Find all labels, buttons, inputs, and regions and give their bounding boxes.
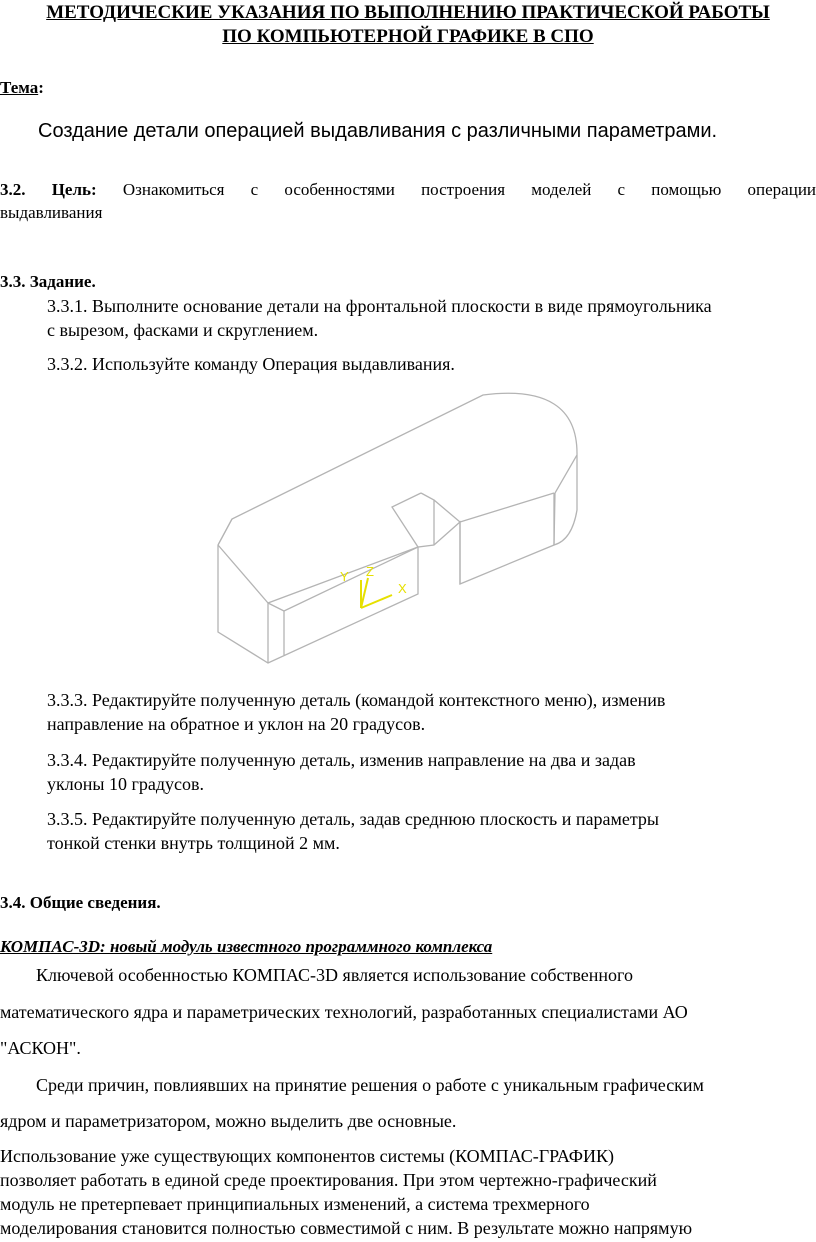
general-p1-line-3: "АСКОН". [0,1038,81,1058]
goal-text: Ознакомиться с особенностями построения моделей с помощью операции [122,180,816,199]
task-item-1-line-2: с вырезом, фасками и скруглением. [47,320,319,340]
task-item-4-line-1: 3.3.4. Редактируйте полученную деталь, изменив направление на два и задав [47,750,636,770]
axis-z [361,578,368,608]
theme-colon: : [38,78,44,97]
goal-line-2: выдавливания [0,203,103,222]
axis-x [361,595,392,608]
general-p3-line-3: модуль не претерпевает принципиальных изменений, а система трехмерного [0,1194,590,1214]
task-item-3-line-2: направление на обратное и уклон на 20 градусов. [47,714,426,734]
part-edges [218,393,577,663]
axis-label-z: Z [366,564,374,579]
goal-line-1 [0,180,816,200]
part-isometric-figure [200,385,590,675]
task-item-1-line-1: 3.3.1. Выполните основание детали на фронтальной плоскости в виде прямоугольника [47,296,712,316]
general-p3-line-2: позволяет работать в единой среде проектирования. При этом чертежно-графический [0,1170,657,1190]
task-item-3-line-1: 3.3.3. Редактируйте полученную деталь (командой контекстного меню), изменив [47,690,666,710]
goal-number: 3.2. [0,180,26,199]
general-p2-line-1: Среди причин, повлиявших на принятие решения о работе с уникальным графическим [36,1075,704,1095]
task-item-4-line-2: уклоны 10 градусов. [47,774,204,794]
goal-label: Цель: [51,180,97,199]
document-title-line-1: МЕТОДИЧЕСКИЕ УКАЗАНИЯ ПО ВЫПОЛНЕНИЮ ПРАКТИЧЕСКОЙ РАБОТЫ [46,2,770,23]
theme-label: Тема [0,78,39,97]
coordinate-axes [361,578,392,608]
theme-text: Создание детали операцией выдавливания с различными параметрами. [38,120,718,142]
document-title-line-2: ПО КОМПЬЮТЕРНОЙ ГРАФИКЕ В СПО [222,26,594,47]
task-item-5-line-1: 3.3.5. Редактируйте полученную деталь, задав среднюю плоскость и параметры [47,809,660,829]
general-p2-line-2: ядром и параметризатором, можно выделить две основные. [0,1111,457,1131]
general-heading: 3.4. Общие сведения. [0,893,161,912]
general-p3-line-1: Использование уже существующих компонентов системы (КОМПАС-ГРАФИК) [0,1146,614,1166]
axis-label-y: Y [340,569,349,584]
axis-label-x: X [398,581,407,596]
general-p3-line-4: моделирования становится полностью совместимой с ним. В результате можно напрямую [0,1218,693,1238]
task-item-2: 3.3.2. Используйте команду Операция выдавливания. [47,354,455,374]
theme-label-row [0,78,44,98]
task-item-5-line-2: тонкой стенки внутрь толщиной 2 мм. [47,833,340,853]
general-p1-line-1: Ключевой особенностью КОМПАС-3D является использование собственного [36,965,633,985]
general-p1-line-2: математического ядра и параметрических технологий, разработанных специалистами АО [0,1002,688,1022]
general-subheading: КОМПАС-3D: новый модуль известного программного комплекса [0,937,493,956]
task-heading: 3.3. Задание. [0,272,96,291]
